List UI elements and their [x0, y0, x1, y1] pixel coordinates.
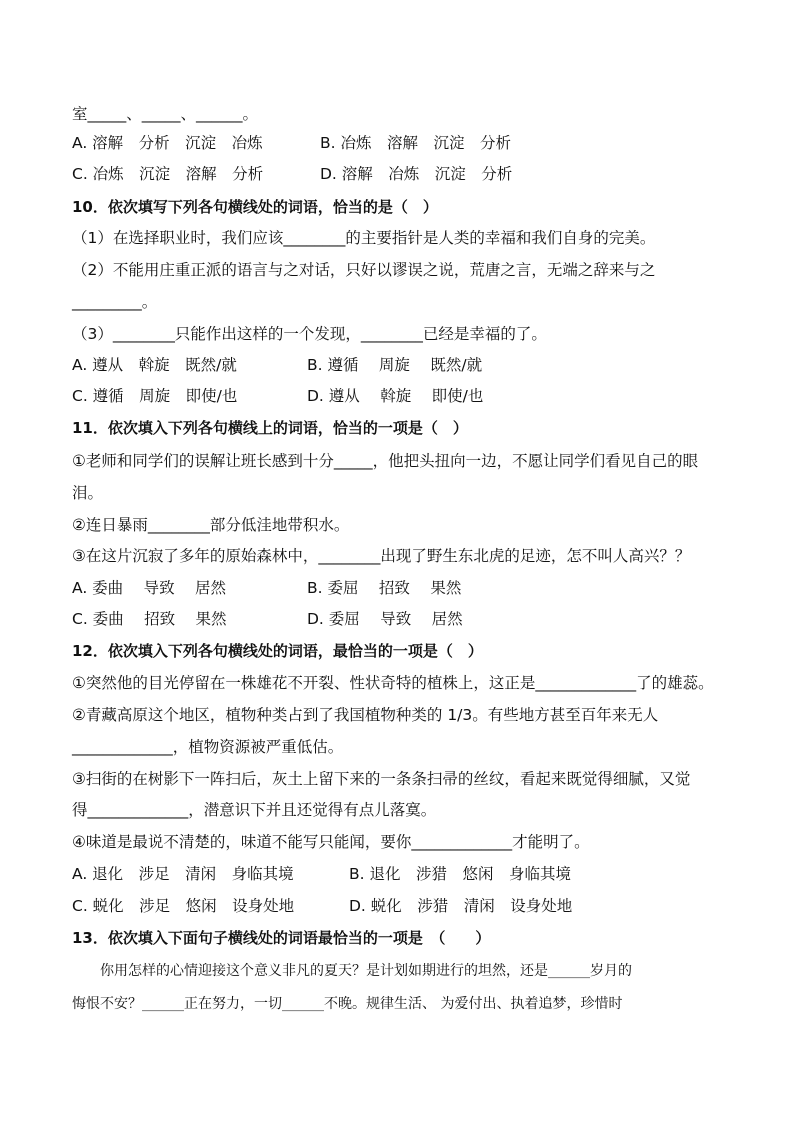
- q12-sentence-4: ④味道是最说不清楚的，味道不能写只能闻，要你_____________才能明了。: [72, 833, 590, 851]
- q12-sentence-2-cont: _____________，植物资源被严重低估。: [72, 738, 344, 756]
- q9-option-d[interactable]: D. 溶解 冶炼 沉淀 分析: [320, 165, 513, 183]
- q12-sentence-3: ③扫街的在树影下一阵扫后，灰土上留下来的一条条扫帚的丝纹，看起来既觉得细腻，又觉: [72, 770, 691, 788]
- q12-sentence-3-cont: 得_____________，潜意识下并且还觉得有点儿落寞。: [72, 801, 437, 819]
- q11-sentence-1-cont: 泪。: [72, 484, 104, 502]
- q13-title: 13．依次填入下面句子横线处的词语最恰当的一项是 （ ）: [72, 929, 491, 947]
- q12-title: 12．依次填入下列各句横线处的词语，最恰当的一项是（ ）: [72, 642, 483, 660]
- q11-option-a[interactable]: A. 委曲 导致 居然: [72, 579, 227, 597]
- q11-sentence-3: ③在这片沉寂了多年的原始森林中，________出现了野生东北虎的足迹，怎不叫人高兴？？: [72, 547, 691, 565]
- q10-sentence-2: （2）不能用庄重正派的语言与之对话，只好以谬误之说，荒唐之言，无端之辞来与之: [72, 261, 656, 279]
- q11-option-c[interactable]: C. 委曲 招致 果然: [72, 610, 227, 628]
- q11-option-d[interactable]: D. 委屈 导致 居然: [307, 610, 463, 628]
- q10-options-row-2: [72, 385, 734, 407]
- q10-sentence-3: （3）________只能作出这样的一个发现，________已经是幸福的了。: [72, 325, 547, 343]
- q9-options-row-2: [72, 163, 734, 185]
- q12-sentence-1: ①突然他的目光停留在一株雄花不开裂、性状奇特的植株上，这正是_____________了的雄蕊。: [72, 674, 714, 692]
- q10-option-a[interactable]: A. 遵从 斡旋 既然/就: [72, 356, 237, 374]
- q10-option-d[interactable]: D. 遵从 斡旋 即使/也: [307, 387, 484, 405]
- q12-option-d[interactable]: D. 蜕化 涉猎 清闲 设身处地: [349, 897, 573, 915]
- q13-passage-line-1: 你用怎样的心情迎接这个意义非凡的夏天？是计划如期进行的坦然，还是______岁月的: [72, 963, 632, 979]
- q10-sentence-1: （1）在选择职业时，我们应该________的主要指针是人类的幸福和我们自身的完美。: [72, 229, 656, 247]
- q11-options-row-1: [72, 577, 734, 599]
- q11-title: 11．依次填入下列各句横线上的词语，恰当的一项是（ ）: [72, 419, 468, 437]
- q9-option-a[interactable]: A. 溶解 分析 沉淀 冶炼: [72, 134, 263, 152]
- q11-sentence-1: ①老师和同学们的误解让班长感到十分_____，他把头扭向一边，不愿让同学们看见自己的眼: [72, 452, 699, 470]
- q12-option-a[interactable]: A. 退化 涉足 清闲 身临其境: [72, 865, 294, 883]
- q9-option-c[interactable]: C. 冶炼 沉淀 溶解 分析: [72, 165, 264, 183]
- q12-sentence-2: ②青藏高原这个地区，植物种类占到了我国植物种类的 1/3。有些地方甚至百年来无人: [72, 706, 659, 724]
- q10-option-c[interactable]: C. 遵循 周旋 即使/也: [72, 387, 238, 405]
- q10-options-row-1: [72, 354, 734, 376]
- q12-options-row-2: [72, 895, 734, 917]
- q13-passage-line-2: 悔恨不安？______正在努力，一切______不晚。规律生活、 为爱付出、执着追梦，珍惜时: [72, 996, 623, 1012]
- q12-option-c[interactable]: C. 蜕化 涉足 悠闲 设身处地: [72, 897, 295, 915]
- q10-title: 10．依次填写下列各句横线处的词语，恰当的是（ ）: [72, 198, 438, 216]
- q11-options-row-2: [72, 608, 734, 630]
- q11-sentence-2: ②连日暴雨________部分低洼地带积水。: [72, 516, 350, 534]
- q10-sentence-2-cont: _________。: [72, 293, 158, 311]
- q12-options-row-1: [72, 863, 734, 885]
- q11-option-b[interactable]: B. 委屈 招致 果然: [307, 579, 462, 597]
- q10-option-b[interactable]: B. 遵循 周旋 既然/就: [307, 356, 483, 374]
- q9-option-b[interactable]: B. 冶炼 溶解 沉淀 分析: [320, 134, 511, 152]
- q9-options-row-1: [72, 132, 734, 154]
- q12-option-b[interactable]: B. 退化 涉猎 悠闲 身临其境: [349, 865, 571, 883]
- q9-blank-line: 室_____、_____、______。: [72, 105, 259, 123]
